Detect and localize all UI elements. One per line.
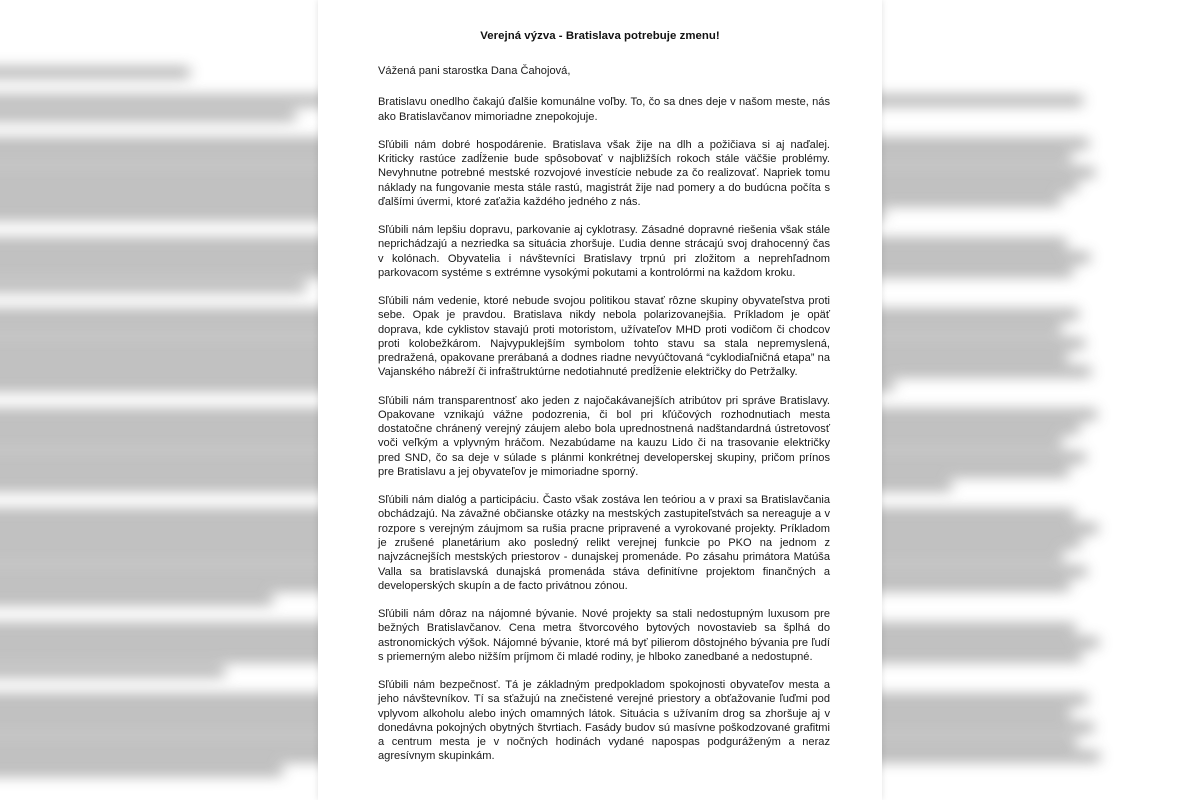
blurred-text-line <box>0 723 320 732</box>
blurred-text-line <box>0 567 320 576</box>
blurred-text-line <box>0 552 320 561</box>
blurred-text-line <box>880 339 1085 348</box>
blurred-page-copy <box>0 0 320 800</box>
blurred-text-line <box>880 168 1095 177</box>
blurred-text-line <box>880 738 1077 747</box>
blurred-text-line <box>0 652 320 661</box>
blurred-text-line <box>880 752 1100 761</box>
blurred-text-line <box>0 595 273 604</box>
document-title: Verejná výzva - Bratislava potrebuje zmenu! <box>480 30 720 42</box>
blurred-text-line <box>880 510 1075 519</box>
blurred-text-line <box>0 709 320 718</box>
blurred-text-line <box>880 96 1083 105</box>
blurred-text-line <box>880 638 1099 647</box>
blurred-background-right <box>880 0 1200 800</box>
blurred-text-line <box>880 552 1064 561</box>
blurred-text-line <box>0 253 320 262</box>
document-page <box>318 0 882 800</box>
blurred-text-line <box>880 353 1068 362</box>
blurred-text-line <box>0 339 320 348</box>
blurred-text-line <box>0 324 320 333</box>
blurred-text-line <box>880 410 1097 419</box>
blurred-text-line <box>0 510 320 519</box>
blurred-text-line <box>0 538 320 547</box>
document-body <box>378 64 830 778</box>
blurred-text-line <box>880 424 1080 433</box>
blurred-text-line <box>880 538 1081 547</box>
blurred-text-line <box>0 68 190 77</box>
blurred-text-line <box>880 567 1087 576</box>
blurred-text-line <box>0 353 320 362</box>
blurred-text-line <box>0 410 320 419</box>
paragraph-safety: Sľúbili nám bezpečnosť. Tá je základným predpokladom spokojnosti obyvateľov mesta a jeho návštevníkov. Tí sa sťažujú na znečistené verejné priestory a obťažovanie ľuďmi pod vplyvom alkoholu alebo iných omamných látok. Situácia s užívaním drog sa zhoršuje aj v donedávna pokojných obytných štvrtiach. Fasády budov sú masívne poškodzované grafitmi a centrum mesta je v nočných hodinách vydané napospas podguráženým a neraz agresívnym skupinkám. <box>378 678 830 763</box>
paragraph-transport: Sľúbili nám lepšiu dopravu, parkovanie aj cyklotrasy. Zásadné dopravné riešenia však stále neprichádzajú a nezriedka sa situácia zhoršuje. Ľudia denne strácajú svoj drahocenný čas v kolónach. Obyvatelia i návštevníci Bratislavy trpnú pri zložitom a neprehľadnom parkovacom systéme s extrémne vysokými pokutami a kontrolórmi na každom kroku. <box>378 223 830 279</box>
blurred-text-line <box>0 752 320 761</box>
blurred-text-line <box>880 196 1061 205</box>
paragraph-economy: Sľúbili nám dobré hospodárenie. Bratislava však žije na dlh a požičiava si aj naďalej. Kriticky rastúce zadĺženie bude spôsobovať v najbližších rokoch stále väčšie problémy. Nevyhnutne potrebné mestské rozvojové investície nebude za čo realizovať. Napriek tomu náklady na fungovanie mesta stále rastú, magistrát žije nad pomery a do budúcna počíta s ďalšími úvermi, ktoré zaťažia každého jedného z nás. <box>378 138 830 208</box>
blurred-text-line <box>880 153 1072 162</box>
blurred-text-line <box>880 310 1079 319</box>
blurred-background-left <box>0 0 320 800</box>
blurred-text-line <box>0 182 320 191</box>
paragraph-housing: Sľúbili nám dôraz na nájomné bývanie. Nové projekty sa stali nedostupným luxusom pre bežných Bratislavčanov. Cena metra štvorcového bytových novostavieb sa šplhá do astronomických výšok. Nájomné bývanie, ktoré má byť pilierom dôstojného bývania pre ľudí s priemerným alebo nižším príjmom či mladé rodiny, je hlboko zanedbané a nedostupné. <box>378 607 830 663</box>
blurred-text-line <box>0 424 320 433</box>
blurred-page-copy <box>880 0 1160 800</box>
blurred-text-line <box>0 467 320 476</box>
blurred-text-line <box>880 381 894 390</box>
blurred-text-line <box>0 438 320 447</box>
blurred-text-line <box>880 453 1086 462</box>
blurred-text-line <box>0 581 320 590</box>
blurred-text-line <box>0 624 320 633</box>
blurred-text-line <box>0 481 320 490</box>
paragraph-dialogue: Sľúbili nám dialóg a participáciu. Často však zostáva len teóriou a v praxi sa Bratislavčania obchádzajú. Na závažné občianske otázky na mestských zastupiteľstvách sa nereaguje a v rozpore s verejným záujmom sa rušia pracne pripravené a vyrokované projekty. Príkladom je zrušené planetárium ako posledný relikt verejnej funkcie po PKO na jednom z najvzácnejších mestských priestorov - dunajskej promenáde. Po zásahu primátora Matúša Valla sa bratislavská dunajská promenáda stáva definitívne projektom finančných a developerských skupín a de facto privátnou zónou. <box>378 494 830 592</box>
paragraph-leadership: Sľúbili nám vedenie, ktoré nebude svojou politikou stavať rôzne skupiny obyvateľstva proti sebe. Opak je pravdou. Bratislava nikdy nebola polarizovanejšia. Príkladom je opäť doprava, kde cyklistov stavajú proti motoristom, užívateľov MHD proti vodičom či chodcov proti kolobežkárom. Najvypuklejším symbolom tohto stavu sa stala nepremyslená, predražená, opakovane prerábaná a dodnes riadne nevyúčtovaná “cyklodiaľničná etapa” na Vajanského nábreží či infraštruktúrne nedotiahnuté predĺženie električky do Petržalky. <box>378 294 830 379</box>
blurred-text-line <box>880 581 1070 590</box>
blurred-text-line <box>880 267 1073 276</box>
blurred-text-line <box>880 524 1098 533</box>
blurred-text-line <box>0 196 320 205</box>
blurred-text-line <box>880 481 952 490</box>
blurred-text-line <box>0 267 320 276</box>
blurred-text-line <box>880 253 1090 262</box>
blurred-text-line <box>880 324 1062 333</box>
blurred-text-line <box>880 624 1076 633</box>
blurred-text-line <box>880 723 1094 732</box>
blurred-text-line <box>0 282 306 291</box>
blurred-text-line <box>0 524 320 533</box>
blurred-text-line <box>0 96 320 105</box>
blurred-text-line <box>0 766 283 775</box>
blurred-text-line <box>0 667 225 676</box>
blurred-text-line <box>0 239 320 248</box>
blurred-text-line <box>0 453 320 462</box>
blurred-text-line <box>880 239 1067 248</box>
blurred-text-line <box>0 367 320 376</box>
blurred-text-line <box>880 709 1071 718</box>
blurred-text-line <box>0 210 320 219</box>
blurred-text-line <box>0 310 320 319</box>
blurred-text-line <box>880 438 1063 447</box>
blurred-text-line <box>0 638 320 647</box>
blurred-text-line <box>0 381 320 390</box>
blurred-text-line <box>880 367 1091 376</box>
blurred-text-line <box>880 695 1088 704</box>
blurred-text-line <box>880 467 1069 476</box>
paragraph-intro: Bratislavu onedlho čakajú ďalšie komunálne voľby. To, čo sa dnes deje v našom meste, nás ako Bratislavčanov mimoriadne znepokojuje. <box>378 96 830 123</box>
blurred-text-line <box>0 153 320 162</box>
paragraph-transparency: Sľúbili nám transparentnosť ako jeden z najočakávanejších atribútov pri správe Bratislavy. Opakovane vznikajú vážne podozrenia, či bol pri kľúčových rozhodnutiach mesta dostatočne chránený verejný záujem alebo bola uprednostnená nadštandardná ústretovosť voči veľkým a vplyvným hráčom. Nezabúdame na kauzu Lido či na trasovanie električky pred SND, čo sa deje v súlade s plánmi konkrétnej developerskej skupiny, pričom prínos pre Bratislavu a jej obyvateľov je mimoriadne sporný. <box>378 394 830 479</box>
blurred-text-line <box>880 139 1089 148</box>
blurred-text-line <box>880 182 1078 191</box>
blurred-text-line <box>880 652 1082 661</box>
blurred-text-line <box>0 139 320 148</box>
blurred-text-line <box>0 738 320 747</box>
blurred-text-line <box>0 111 296 120</box>
salutation: Vážená pani starostka Dana Čahojová, <box>378 65 571 77</box>
blurred-text-line <box>0 695 320 704</box>
blurred-text-line <box>0 168 320 177</box>
